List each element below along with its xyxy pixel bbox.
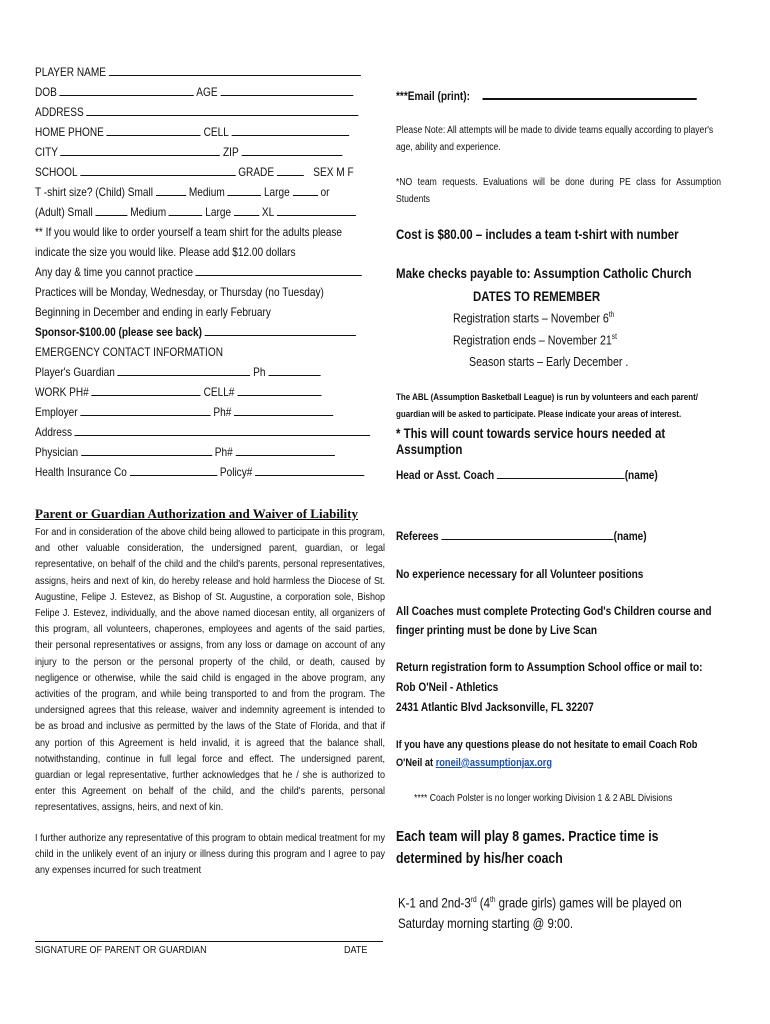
home-phone-field[interactable] [107, 123, 201, 136]
home-phone-row [35, 122, 388, 142]
physician-ph-label: Ph# [214, 445, 233, 459]
address-field[interactable] [87, 103, 359, 116]
service-hours: * This will count towards service hours needed at Assumption [396, 425, 666, 457]
child-medium-label: Medium [188, 185, 225, 199]
adult-note-1: ** If you would like to order yourself a team shirt for the adults please [35, 225, 343, 239]
coach-row [396, 466, 732, 482]
sponsor-field[interactable] [205, 323, 356, 336]
address2-label: Address [35, 425, 72, 439]
coach-field[interactable] [497, 466, 625, 479]
guardian-field[interactable] [118, 363, 251, 376]
tshirt-child-label: T -shirt size? (Child) Small [35, 185, 154, 199]
dob-row [35, 82, 388, 102]
return-form-text: Return registration form to Assumption School office or mail to: [396, 660, 703, 674]
k1-text-a: K-1 and 2nd-3 [398, 894, 471, 911]
guardian-row [35, 362, 388, 382]
cannot-practice-field[interactable] [196, 263, 362, 276]
address2-row [35, 422, 388, 442]
polster-note: **** Coach Polster is no longer working Division 1 & 2 ABL Divisions [414, 793, 673, 804]
zip-field[interactable] [241, 143, 342, 156]
employer-field[interactable] [80, 403, 210, 416]
tshirt-child-row [35, 182, 388, 202]
registration-start-sup: th [608, 310, 615, 319]
work-ph-row [35, 382, 388, 402]
employer-row [35, 402, 388, 422]
age-field[interactable] [220, 83, 353, 96]
no-team-requests: *NO team requests. Evaluations will be done during PE class for Assumption Students [396, 177, 722, 205]
k1-sup-1: rd [470, 895, 477, 904]
work-ph-field[interactable] [92, 383, 201, 396]
registration-start [453, 310, 666, 325]
medical-authorization: I further authorize any representative of this program to obtain medical treatment for my child in the unlikely event of an injury or illness during this program and I agree to pay any expenses incurred for such treatment [35, 831, 386, 877]
child-large-field[interactable] [293, 183, 318, 196]
no-experience-text: No experience necessary for all Volunteer positions [396, 567, 644, 581]
cannot-practice-label: Any day & time you cannot practice [35, 265, 194, 279]
guardian-ph-field[interactable] [268, 363, 320, 376]
school-field[interactable] [80, 163, 235, 176]
city-label: CITY [35, 145, 58, 159]
coaches-course-text: All Coaches must complete Protecting God's Children course and finger printing must be done by Live Scan [396, 604, 712, 637]
cannot-practice-row [35, 262, 388, 282]
child-large-label: Large [263, 185, 290, 199]
k1-sup-2: th [490, 895, 496, 904]
mail-address: 2431 Atlantic Blvd Jacksonville, FL 32207 [396, 700, 594, 714]
physician-ph-field[interactable] [236, 443, 335, 456]
or-label: or [320, 185, 330, 199]
sponsor-row [35, 322, 388, 342]
adult-note-2: indicate the size you would like. Please add $12.00 dollars [35, 245, 296, 259]
adult-small-label: (Adult) Small [35, 205, 93, 219]
insurance-field[interactable] [130, 463, 217, 476]
adult-large-field[interactable] [234, 203, 259, 216]
zip-label: ZIP [223, 145, 239, 159]
dob-field[interactable] [60, 83, 194, 96]
email-field[interactable] [483, 86, 697, 100]
coach-name-label: (name) [624, 468, 658, 482]
insurance-label: Health Insurance Co [35, 465, 127, 479]
player-name-label: PLAYER NAME [35, 65, 106, 79]
checks-payable-text: Make checks payable to: Assumption Catholic Church [396, 265, 692, 281]
sponsor-label: Sponsor-$100.00 (please see back) [35, 325, 202, 339]
games-text: Each team will play 8 games. Practice time is determined by his/her coach [396, 828, 659, 867]
city-field[interactable] [61, 143, 221, 156]
grade-label: GRADE [238, 165, 275, 179]
emergency-heading: EMERGENCY CONTACT INFORMATION [35, 345, 223, 359]
school-label: SCHOOL [35, 165, 78, 179]
school-row [35, 162, 388, 182]
grade-field[interactable] [277, 163, 304, 176]
home-phone-label: HOME PHONE [35, 125, 104, 139]
k1-text-c: grade girls) games will be played on Saturday morning starting @ 9:00. [398, 894, 682, 931]
waiver-body: For and in consideration of the above child being allowed to participate in this program, and other valuable consideration, the undersigned parent, guardian, or legal representative, on behalf of the child and the child's parents, personal representatives, assigns, heirs and next of kin, do hereby release and hold harmless the Diocese of St. Augustine, Felipe J. Estevez, as Bishop of St. Augustine, a corporation sole, Bishop Felipe J. Estevez, individually, and the above named diocesan entity, all organizers of this program, all volunteers, chaperones, employees and agents of the said parties, their personal representatives or assigns, from any loss or damage on account of any injury to the person or the personal property of the child, or death, caused by negligence or otherwise, while the said child is engaged in the above program, any activities of the program, and while being transported to and from the program. The undersigned agrees that this release, waiver and indemnity agreement is intended to be as broad and inclusive as permitted by the laws of the State of Florida, and that if any portion of this Agreement is held invalid, it is agreed that the balance shall, notwithstanding, continue in full legal force and effect. The undersigned parent, guardian or legal representative, further acknowledges that he / she is authorized to enter this Agreement on behalf of the child, and the child's parents, personal representatives, assigns, heirs, and next of kin. [35, 526, 386, 814]
child-medium-field[interactable] [228, 183, 262, 196]
referees-name-label: (name) [613, 529, 647, 543]
address2-field[interactable] [75, 423, 371, 436]
referees-field[interactable] [441, 527, 613, 540]
adult-medium-label: Medium [130, 205, 167, 219]
cost-text: Cost is $80.00 – includes a team t-shirt with number [396, 226, 679, 242]
email-row [396, 86, 732, 103]
dates-heading: DATES TO REMEMBER [473, 288, 601, 304]
questions-label: If you have any questions please do not hesitate to email Coach Rob O'Neil at [396, 739, 698, 769]
waiver-title: Parent or Guardian Authorization and Waiver of Liability [35, 506, 358, 521]
season-start: Season starts – Early December . [469, 354, 629, 369]
dob-label: DOB [35, 85, 57, 99]
adult-large-label: Large [205, 205, 232, 219]
email-label: ***Email (print): [396, 89, 470, 103]
adult-medium-field[interactable] [169, 203, 203, 216]
cell-hash-field[interactable] [237, 383, 321, 396]
xl-field[interactable] [277, 203, 356, 216]
practices-text: Practices will be Monday, Wednesday, or Thursday (no Tuesday) [35, 285, 324, 299]
physician-field[interactable] [81, 443, 212, 456]
cell-field[interactable] [231, 123, 349, 136]
referees-row [396, 527, 732, 543]
physician-label: Physician [35, 445, 79, 459]
k1-text-b: (4 [476, 894, 491, 911]
employer-ph-label: Ph# [213, 405, 232, 419]
city-row [35, 142, 388, 162]
questions-text [396, 736, 715, 772]
signature-label: SIGNATURE OF PARENT OR GUARDIAN [35, 944, 207, 956]
employer-label: Employer [35, 405, 78, 419]
please-note: Please Note: All attempts will be made to divide teams equally according to player's age, ability and experience. [396, 125, 714, 153]
age-label: AGE [196, 85, 218, 99]
registration-form [35, 62, 385, 878]
policy-field[interactable] [255, 463, 364, 476]
registration-end [453, 332, 666, 347]
tshirt-adult-row [35, 202, 388, 222]
sex-label[interactable]: SEX M F [313, 165, 354, 179]
registration-end-sup: st [611, 332, 617, 341]
adult-small-field[interactable] [96, 203, 128, 216]
policy-label: Policy# [219, 465, 253, 479]
employer-ph-field[interactable] [234, 403, 333, 416]
registration-start-text: Registration starts – November 6 [453, 310, 609, 326]
k1-games-text [398, 890, 726, 933]
date-label: DATE [344, 944, 368, 956]
cell-hash-label: CELL# [203, 385, 235, 399]
player-name-field[interactable] [109, 63, 361, 76]
xl-label: XL [261, 205, 274, 219]
work-ph-label: WORK PH# [35, 385, 89, 399]
coach-label: Head or Asst. Coach [396, 468, 495, 482]
referees-label: Referees [396, 529, 439, 543]
season-span-text: Beginning in December and ending in early February [35, 305, 271, 319]
insurance-row [35, 462, 388, 482]
child-small-field[interactable] [156, 183, 186, 196]
physician-row [35, 442, 388, 462]
guardian-label: Player's Guardian [35, 365, 115, 379]
registration-end-text: Registration ends – November 21 [453, 332, 612, 348]
coach-email-link[interactable]: roneil@assumptionjax.org [435, 757, 553, 769]
address-label: ADDRESS [35, 105, 84, 119]
address-row [35, 102, 388, 122]
guardian-ph-label: Ph [253, 365, 266, 379]
player-name-row [35, 62, 388, 82]
cell-label: CELL [203, 125, 229, 139]
mail-name: Rob O'Neil - Athletics [396, 680, 499, 694]
abl-note: The ABL (Assumption Basketball League) is run by volunteers and each parent/ guardian will be asked to participate. Please indicate your areas of interest. [396, 392, 698, 420]
signature-field[interactable] [35, 941, 383, 942]
